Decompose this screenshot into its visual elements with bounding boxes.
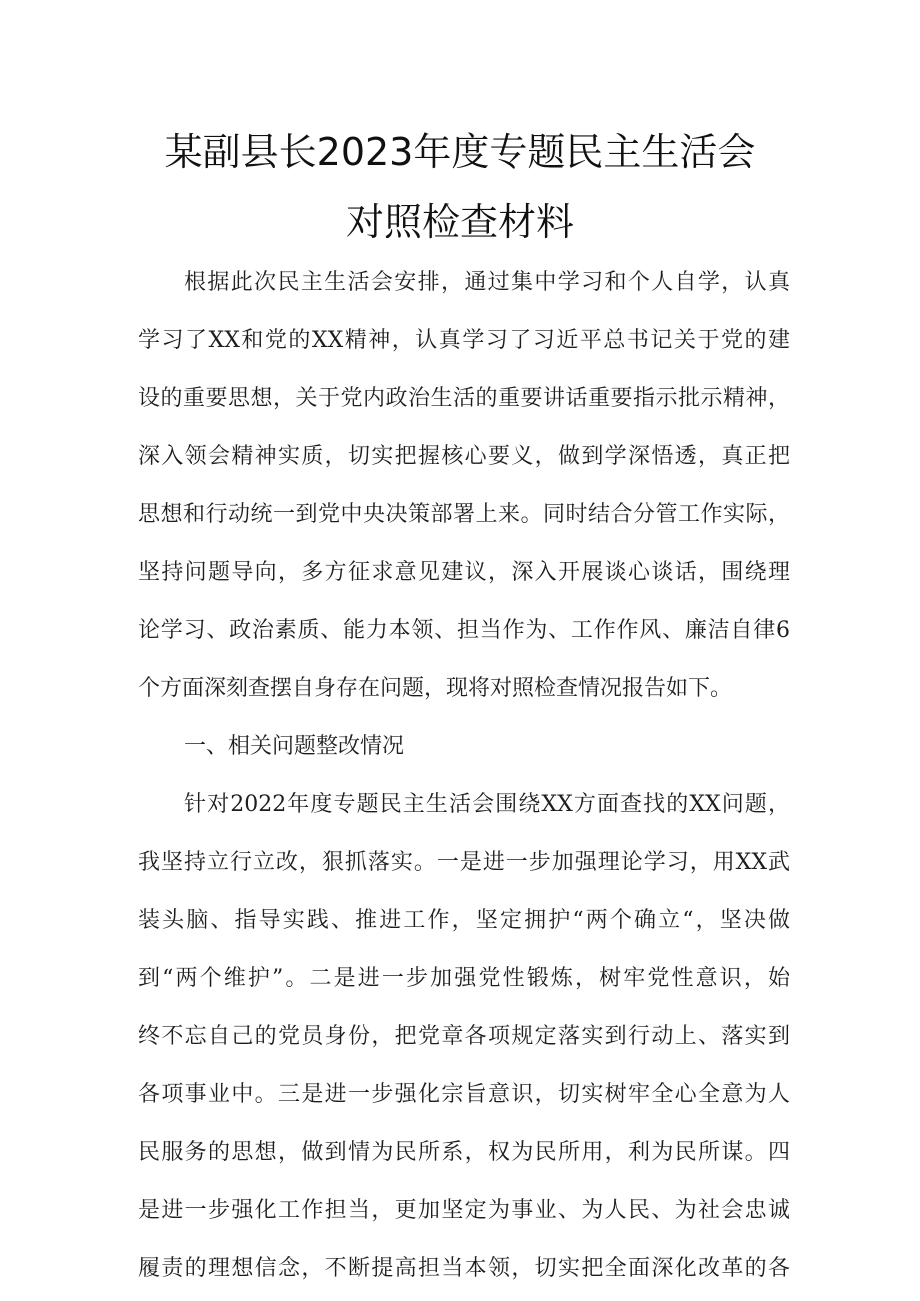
document-title-line-2: 对照检查材料 [345, 200, 574, 244]
paragraph-line: 学习了XX和党的XX精神，认真学习了习近平总书记关于党的建 [138, 328, 790, 353]
paragraph-line: 论学习、政治素质、能力本领、担当作为、工作作风、廉洁自律6 [138, 618, 790, 643]
paragraph-line: 民服务的思想，做到情为民所系，权为民所用，利为民所谋。四 [138, 1140, 790, 1165]
paragraph-line: 装头脑、指导实践、推进工作，坚定拥护“两个确立“，坚决做 [138, 908, 790, 933]
paragraph-line: 履责的理想信念，不断提高担当本领，切实把全面深化改革的各 [138, 1256, 790, 1281]
paragraph-line: 各项事业中。三是进一步强化宗旨意识，切实树牢全心全意为人 [138, 1082, 790, 1107]
paragraph-line: 根据此次民主生活会安排，通过集中学习和个人自学，认真 [184, 270, 790, 295]
paragraph-line: 是进一步强化工作担当，更加坚定为事业、为人民、为社会忠诚 [138, 1198, 790, 1223]
paragraph-line: 深入领会精神实质，切实把握核心要义，做到学深悟透，真正把 [138, 444, 790, 469]
paragraph-line: 我坚持立行立改，狠抓落实。一是进一步加强理论学习，用XX武 [138, 850, 790, 875]
section-heading: 一、相关问题整改情况 [184, 734, 405, 759]
paragraph-line: 坚持问题导向，多方征求意见建议，深入开展谈心谈话，围绕理 [138, 560, 790, 585]
paragraph-line: 设的重要思想，关于党内政治生活的重要讲话重要指示批示精神， [138, 386, 790, 411]
paragraph-line: 针对2022年度专题民主生活会围绕XX方面查找的XX问题， [184, 792, 790, 817]
paragraph-line: 到“两个维护”。二是进一步加强党性锻炼，树牢党性意识，始 [138, 966, 790, 991]
paragraph-line: 思想和行动统一到党中央决策部署上来。同时结合分管工作实际， [138, 502, 790, 527]
paragraph-line: 终不忘自己的党员身份，把党章各项规定落实到行动上、落实到 [138, 1024, 790, 1049]
document-title-line-1: 某副县长2023年度专题民主生活会 [164, 130, 756, 174]
paragraph-line: 个方面深刻查摆自身存在问题，现将对照检查情况报告如下。 [138, 676, 733, 701]
